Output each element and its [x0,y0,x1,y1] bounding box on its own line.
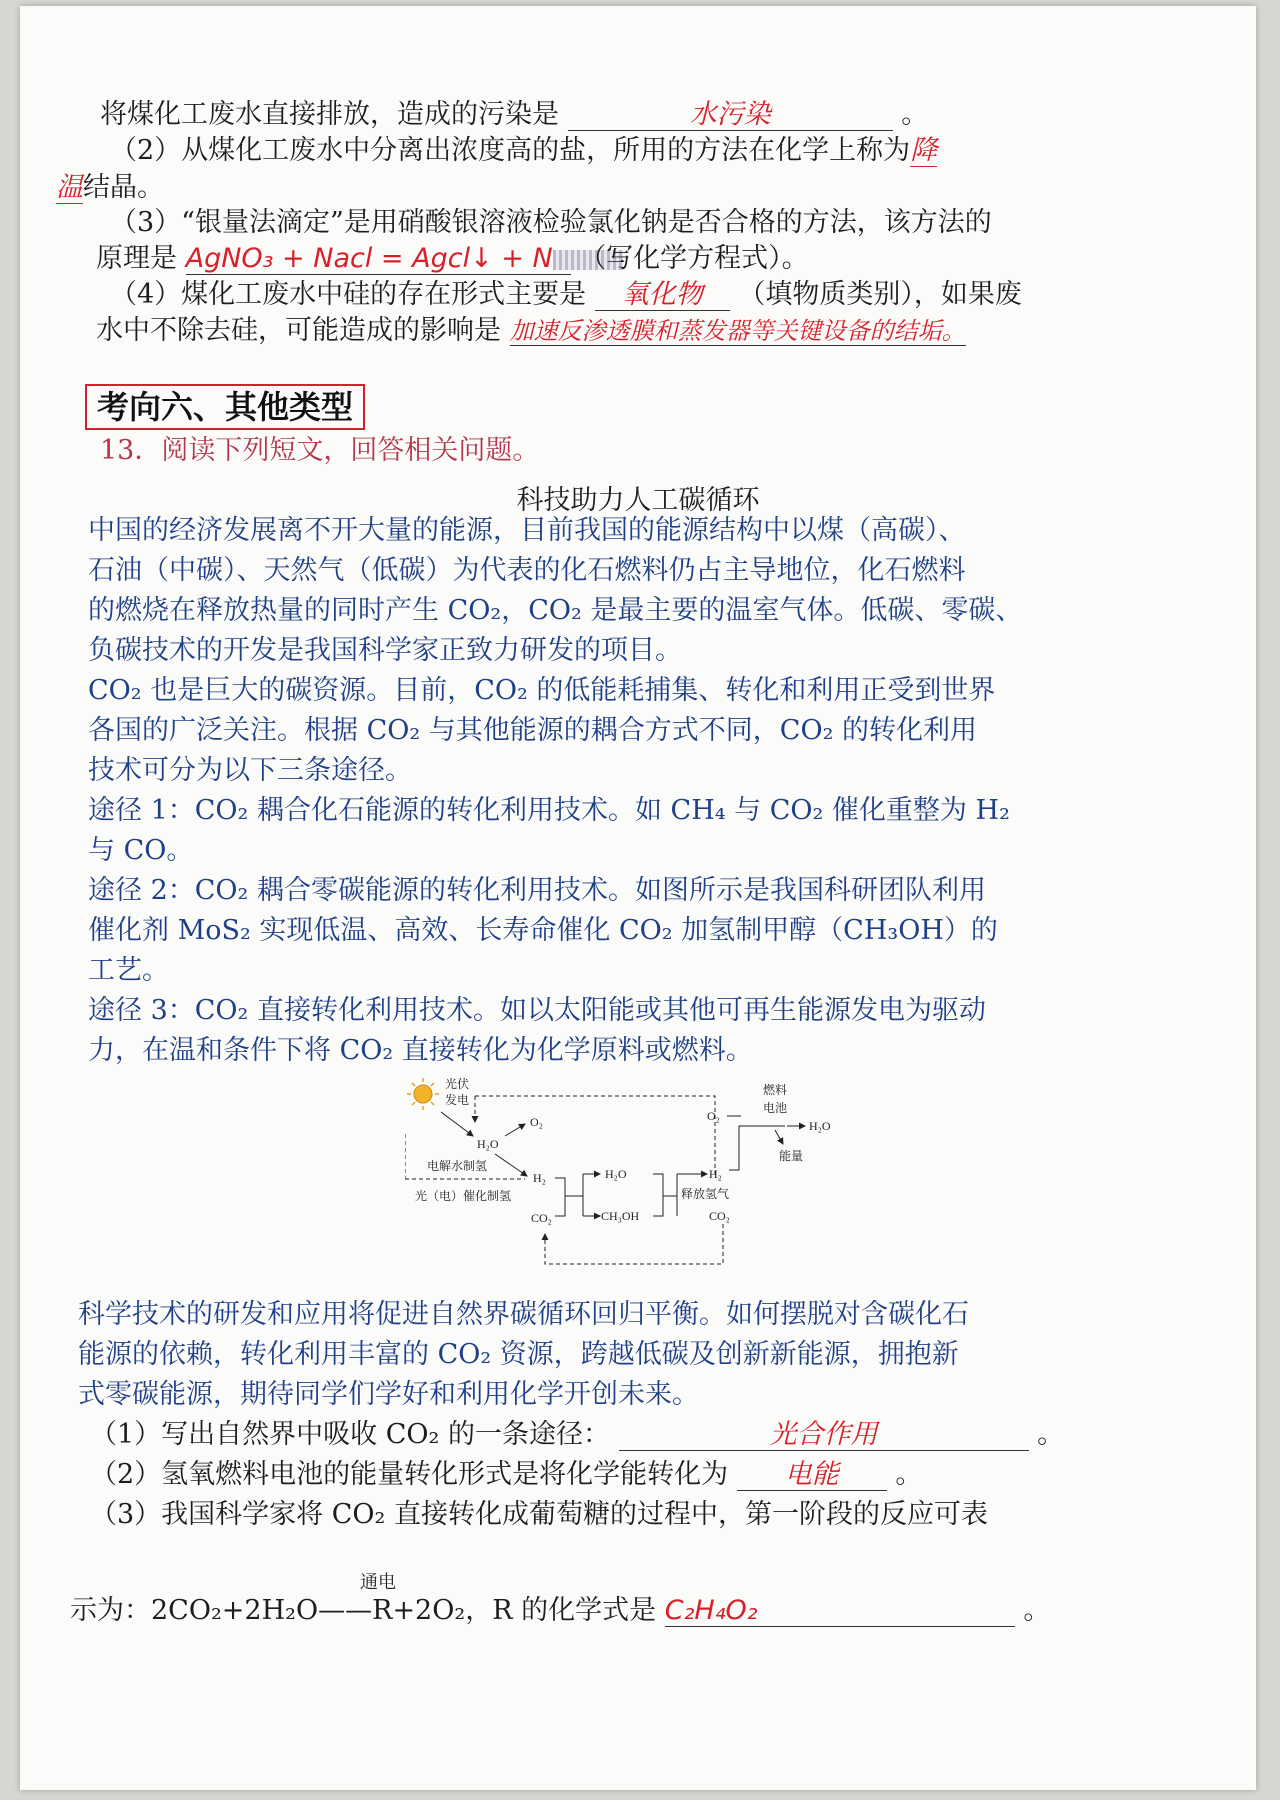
answer-blank [737,1460,887,1491]
diagram-label: H₂O [809,1119,831,1133]
q4-line-2: 水中不除去硅，可能造成的影响是 加速反渗透膜和蒸发器等关键设备的结垢。 [96,315,966,346]
article-line: 与 CO。 [88,835,194,866]
diagram-label: H₂ [533,1171,546,1185]
handwritten-answer: 电能 [784,1459,839,1490]
article-title: 科技助力人工碳循环 [516,485,760,516]
question-3-line-1: （3）我国科学家将 CO₂ 直接转化成葡萄糖的过程中，第一阶段的反应可表 [90,1499,988,1530]
question-3-line-2: 示为：2CO₂+2H₂O——R+2O₂，R 的化学式是 C₂H₄O₂ 。 [70,1595,1051,1626]
question-2: （2）氢氧燃料电池的能量转化形式是将化学能转化为 电能 。 [90,1459,923,1490]
question-1: （1）写出自然界中吸收 CO₂ 的一条途径： 光合作用 。 [90,1419,1065,1450]
question-text: （2）从煤化工废水中分离出浓度高的盐，所用的方法在化学上称为 [110,135,911,166]
article-line: 途径 2：CO₂ 耦合零碳能源的转化利用技术。如图所示是我国科研团队利用 [88,875,986,906]
answer-blank [595,280,730,311]
handwritten-answer: AgNO₃ + Nacl = Agcl↓ + N [185,243,553,274]
answer-blank [665,1596,1015,1627]
q4-line-1: （4）煤化工废水中硅的存在形式主要是 氧化物 （填物质类别），如果废 [110,279,1022,310]
diagram-label: 燃料 [763,1083,788,1097]
handwritten-answer: 加速反渗透膜和蒸发器等关键设备的结垢。 [509,317,966,345]
q3-line-1: （3）“银量法滴定”是用硝酸银溶液检验氯化钠是否合格的方法，该方法的 [110,207,992,238]
diagram-label: CO₂ [531,1211,552,1225]
diagram-label: 释放氢气 [681,1187,730,1201]
handwritten-answer: 光合作用 [769,1419,878,1450]
reaction-condition: 通电 [360,1572,396,1593]
diagram-label: 光伏 [445,1077,470,1091]
article-line: 力，在温和条件下将 CO₂ 直接转化为化学原料或燃料。 [88,1035,753,1066]
diagram-label: CO₂ [709,1209,730,1223]
article-line: 的燃烧在释放热量的同时产生 CO₂，CO₂ 是最主要的温室气体。低碳、零碳、 [88,595,1023,626]
article-line: 负碳技术的开发是我国科学家正致力研发的项目。 [88,635,682,666]
diagram-label: O₂ [707,1109,720,1123]
diagram-label: O₂ [530,1115,543,1129]
handwritten-answer: 降 [910,135,938,166]
article-line: 技术可分为以下三条途径。 [88,755,412,786]
answer-blank [619,1420,1029,1451]
handwritten-answer: 温 [56,172,83,203]
answer-blank [568,100,893,131]
article-line: CO₂ 也是巨大的碳资源。目前，CO₂ 的低能耗捕集、转化和利用正受到世界 [88,675,996,706]
process-diagram [405,1074,915,1289]
sun-icon [407,1078,439,1110]
q3-line-2: 原理是 AgNO₃ + Nacl = Agcl↓ + N （写化学方程式）。 [96,243,809,274]
diagram-label: H₂O [605,1167,627,1181]
answer-blank [186,244,571,275]
pollution-question: 将煤化工废水直接排放，造成的污染是 水污染 。 [100,99,929,130]
diagram-label: CH₃OH [601,1209,640,1223]
article-line: 途径 1：CO₂ 耦合化石能源的转化利用技术。如 CH₄ 与 CO₂ 催化重整为 H₂ [88,795,1010,826]
diagram-label: 电解水制氢 [427,1159,488,1173]
question-text: 将煤化工废水直接排放，造成的污染是 [100,99,559,130]
question-13-prompt: 13．阅读下列短文，回答相关问题。 [100,435,540,466]
article-line: 石油（中碳）、天然气（低碳）为代表的化石燃料仍占主导地位，化石燃料 [88,555,966,586]
diagram-label: 发电 [445,1093,470,1107]
article-line: 催化剂 MoS₂ 实现低温、高效、长寿命催化 CO₂ 加氢制甲醇（CH₃OH）的 [88,915,998,946]
article-line: 中国的经济发展离不开大量的能源，目前我国的能源结构中以煤（高碳）、 [88,515,966,546]
article-line: 工艺。 [88,955,169,986]
q2-line-2: 温结晶。 [56,172,164,203]
worksheet-page [20,6,1256,1790]
diagram-label: 光（电）催化制氢 [415,1189,512,1203]
diagram-label: 电池 [763,1101,788,1115]
diagram-label: H₂ [709,1167,722,1181]
handwritten-answer: C₂H₄O₂ [664,1595,758,1626]
article-line: 途径 3：CO₂ 直接转化利用技术。如以太阳能或其他可再生能源发电为驱动 [88,995,986,1026]
reaction-arrow: —— [318,1595,373,1626]
diagram-label: 能量 [779,1149,804,1163]
q2-line [110,134,1256,168]
handwritten-answer: 氧化物 [621,279,703,310]
article-line: 能源的依赖，转化利用丰富的 CO₂ 资源，跨越低碳及创新新能源，拥抱新 [78,1339,959,1370]
article-line: 式零碳能源，期待同学们学好和利用化学开创未来。 [78,1379,699,1410]
handwritten-answer: 水污染 [689,99,771,130]
section-heading: 考向六、其他类型 [85,384,365,430]
article-line: 各国的广泛关注。根据 CO₂ 与其他能源的耦合方式不同，CO₂ 的转化利用 [88,715,977,746]
diagram-label: H₂O [477,1137,499,1151]
article-line: 科学技术的研发和应用将促进自然界碳循环回归平衡。如何摆脱对含碳化石 [78,1299,969,1330]
